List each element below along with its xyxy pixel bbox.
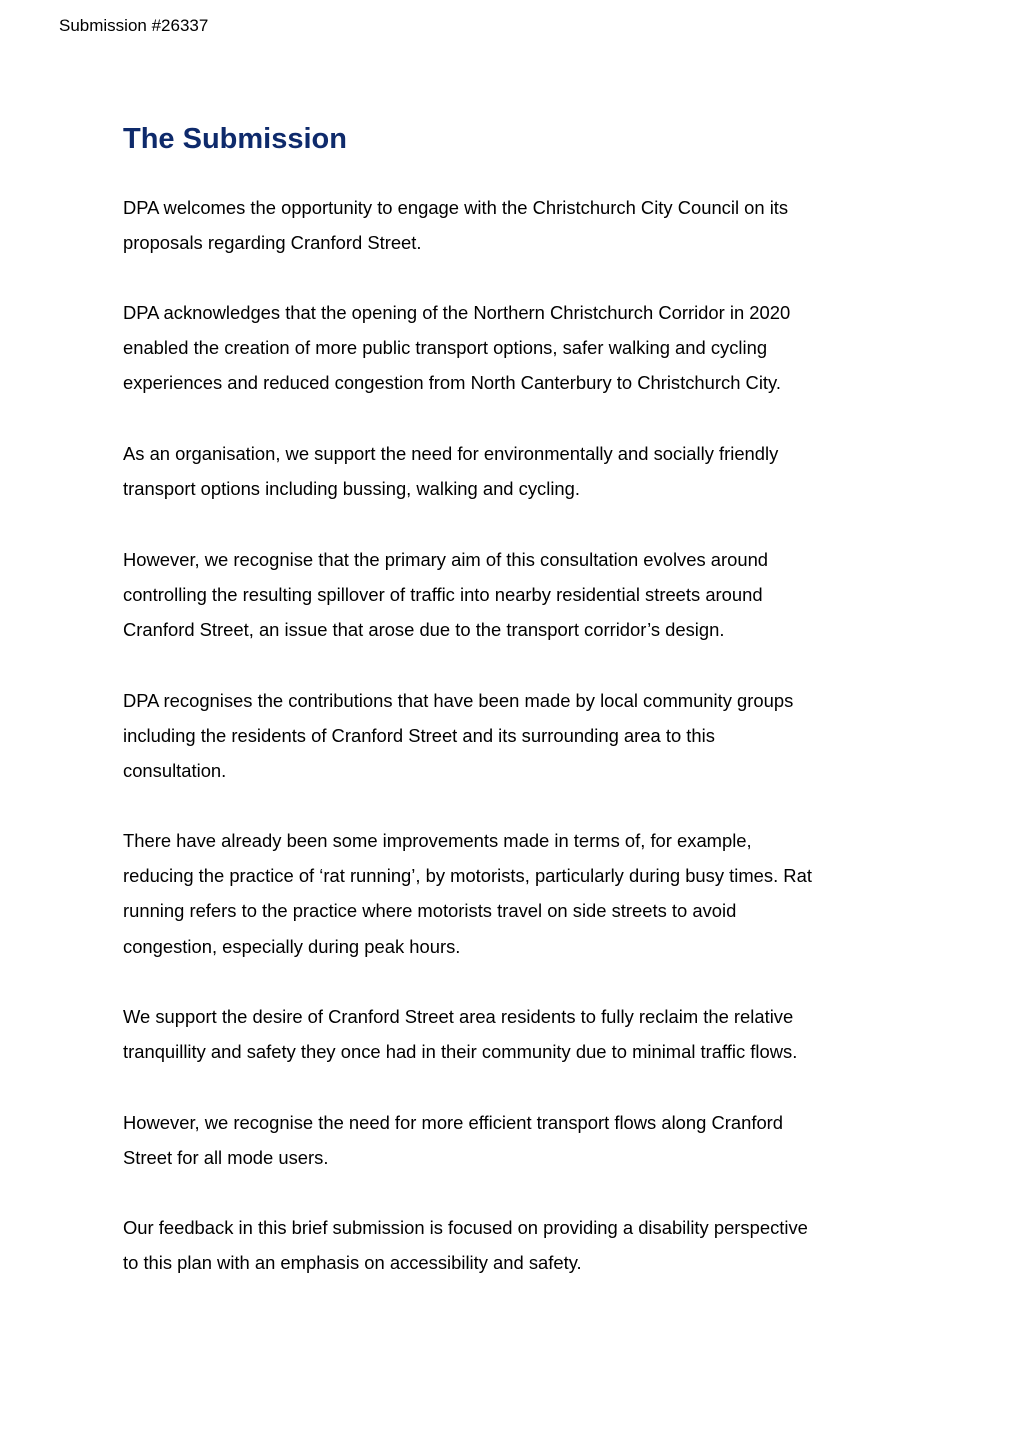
- paragraph-support-transport: As an organisation, we support the need for environmentally and socially friendly transport options including bussing, walking and cycling.: [123, 443, 779, 500]
- paragraph-consultation-aim: However, we recognise that the primary aim of this consultation evolves around controlling the resulting spillover of traffic into nearby residential streets around Cranford Street, an issue that arose due to the transport corridor’s design.: [123, 549, 769, 641]
- page-title: The Submission: [123, 123, 347, 155]
- paragraph-residents-desire: We support the desire of Cranford Street area residents to fully reclaim the relative tranquillity and safety they once had in their community due to minimal traffic flows.: [123, 1006, 798, 1063]
- submission-number-label: Submission #26337: [59, 16, 209, 35]
- paragraph-corridor: DPA acknowledges that the opening of the Northern Christchurch Corridor in 2020 enabled the creation of more public transport options, safer walking and cycling experiences and reduced congestion from North Canterbury to Christchurch City.: [123, 302, 791, 394]
- paragraph-rat-running: There have already been some improvements made in terms of, for example, reducing the practice of ‘rat running’, by motorists, particularly during busy times. Rat running refers to the practice where motorists travel on side streets to avoid congestion, especially during peak hours.: [123, 830, 812, 957]
- paragraph-welcome: DPA welcomes the opportunity to engage with the Christchurch City Council on its proposals regarding Cranford Street.: [123, 197, 789, 254]
- paragraph-feedback-focus: Our feedback in this brief submission is focused on providing a disability perspective to this plan with an emphasis on accessibility and safety.: [123, 1217, 808, 1274]
- paragraph-community-groups: DPA recognises the contributions that have been made by local community groups including the residents of Cranford Street and its surrounding area to this consultation.: [123, 690, 794, 782]
- paragraph-efficient-flows: However, we recognise the need for more efficient transport flows along Cranford Street for all mode users.: [123, 1112, 784, 1169]
